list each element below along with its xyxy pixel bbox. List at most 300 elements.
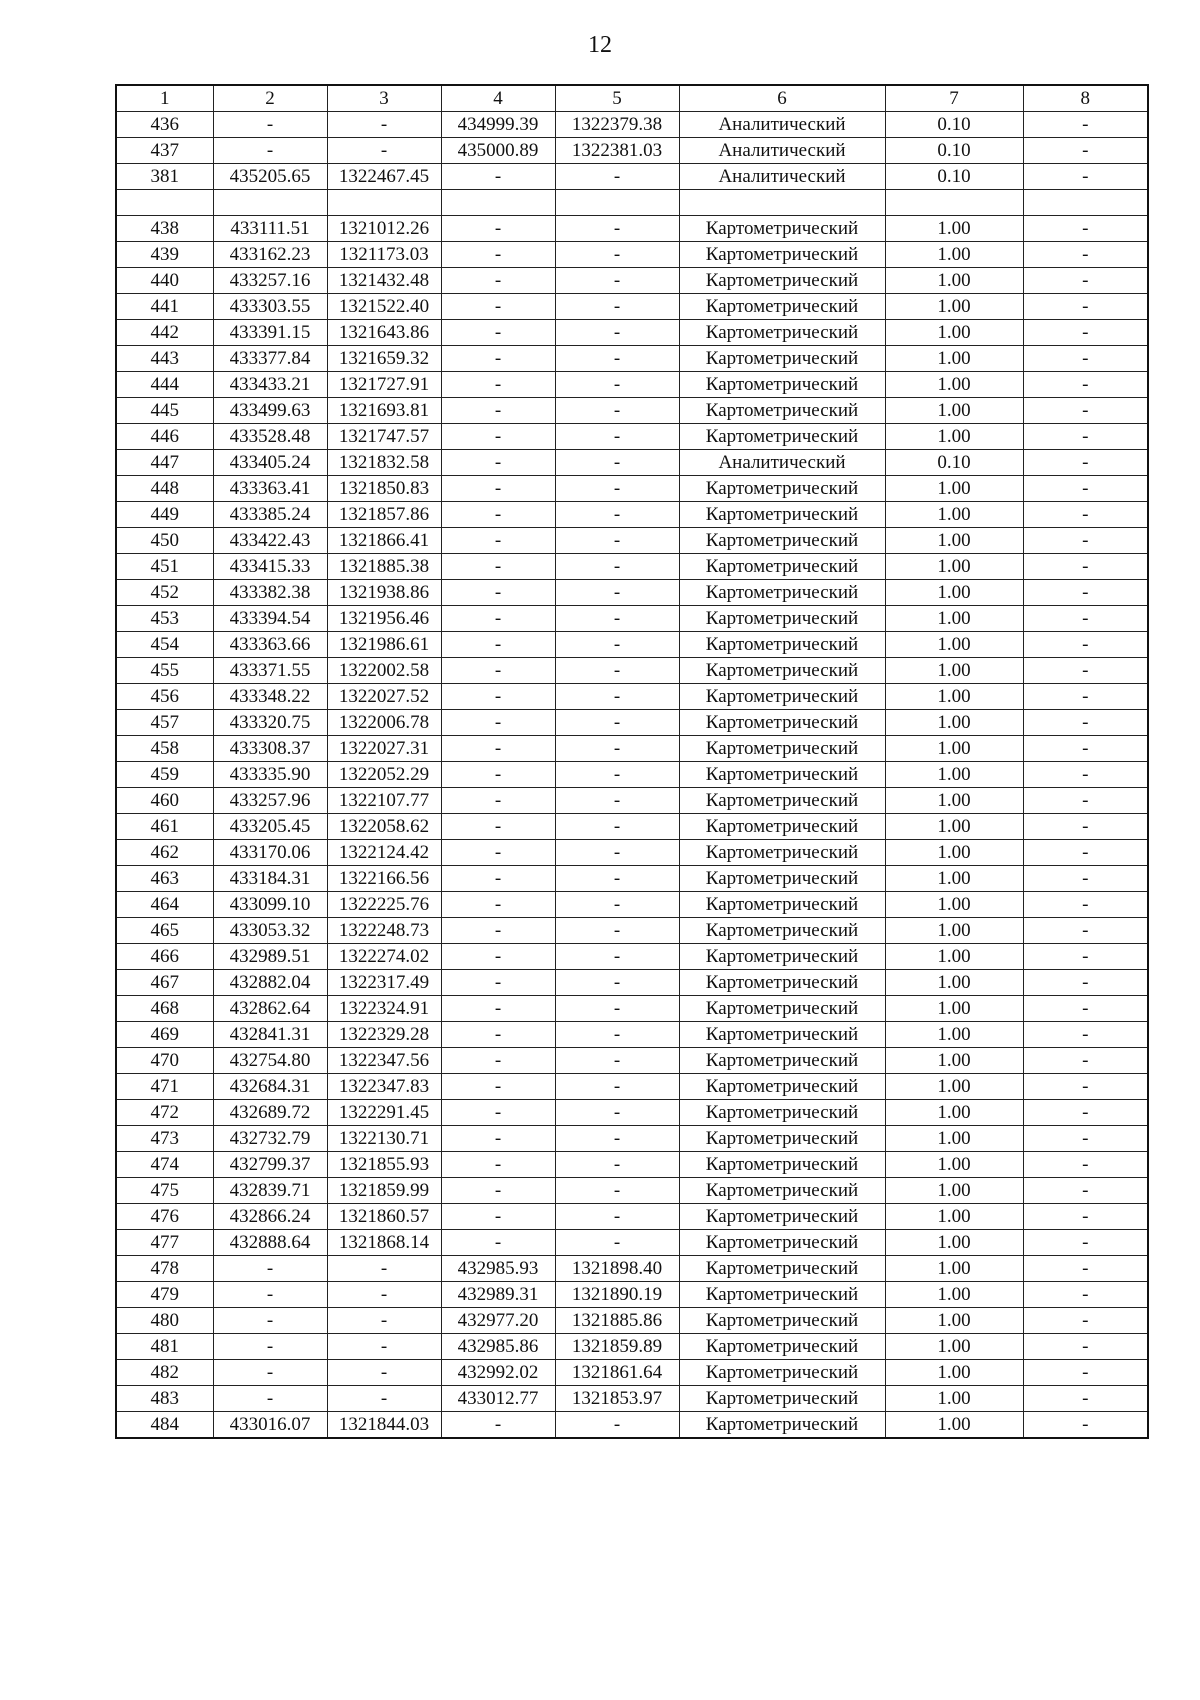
- method-cell: Картометрический: [679, 606, 885, 632]
- x-coord-new-cell: -: [441, 710, 555, 736]
- x-coord-cell: 433499.63: [213, 398, 327, 424]
- note-cell: -: [1023, 1386, 1148, 1412]
- accuracy-cell: 1.00: [885, 684, 1023, 710]
- table-row: [116, 268, 1148, 294]
- x-coord-cell: 432754.80: [213, 1048, 327, 1074]
- x-coord-cell: 432684.31: [213, 1074, 327, 1100]
- y-coord-new-cell: -: [555, 710, 679, 736]
- point-number-cell: 452: [116, 580, 213, 606]
- table-row: [116, 1204, 1148, 1230]
- table-row: [116, 892, 1148, 918]
- table-row: [116, 1256, 1148, 1282]
- point-number-cell: 473: [116, 1126, 213, 1152]
- y-coord-cell: 1322002.58: [327, 658, 441, 684]
- point-number-cell: 438: [116, 216, 213, 242]
- table-row: [116, 580, 1148, 606]
- method-cell: Картометрический: [679, 892, 885, 918]
- method-cell: Картометрический: [679, 268, 885, 294]
- x-coord-cell: 433257.16: [213, 268, 327, 294]
- table-row: [116, 866, 1148, 892]
- method-cell: Картометрический: [679, 710, 885, 736]
- method-cell: Картометрический: [679, 1386, 885, 1412]
- note-cell: -: [1023, 1022, 1148, 1048]
- x-coord-cell: 433433.21: [213, 372, 327, 398]
- x-coord-new-cell: -: [441, 1178, 555, 1204]
- method-cell: Картометрический: [679, 216, 885, 242]
- note-cell: -: [1023, 528, 1148, 554]
- y-coord-cell: 1321860.57: [327, 1204, 441, 1230]
- x-coord-cell: 433303.55: [213, 294, 327, 320]
- accuracy-cell: 1.00: [885, 1412, 1023, 1439]
- table-row: [116, 632, 1148, 658]
- method-cell: Картометрический: [679, 944, 885, 970]
- x-coord-new-cell: -: [441, 1412, 555, 1439]
- point-number-cell: 461: [116, 814, 213, 840]
- method-cell: Аналитический: [679, 112, 885, 138]
- x-coord-cell: 433363.66: [213, 632, 327, 658]
- method-cell: Картометрический: [679, 1308, 885, 1334]
- column-header-8: 8: [1023, 85, 1148, 112]
- y-coord-new-cell: -: [555, 216, 679, 242]
- accuracy-cell: 1.00: [885, 788, 1023, 814]
- y-coord-cell: 1322291.45: [327, 1100, 441, 1126]
- x-coord-cell: 435205.65: [213, 164, 327, 190]
- x-coord-cell: 432839.71: [213, 1178, 327, 1204]
- y-coord-cell: -: [327, 1386, 441, 1412]
- y-coord-new-cell: -: [555, 1412, 679, 1439]
- table-row: [116, 658, 1148, 684]
- accuracy-cell: 1.00: [885, 1386, 1023, 1412]
- x-coord-new-cell: 432985.93: [441, 1256, 555, 1282]
- y-coord-new-cell: -: [555, 424, 679, 450]
- note-cell: -: [1023, 320, 1148, 346]
- note-cell: -: [1023, 1204, 1148, 1230]
- y-coord-new-cell: -: [555, 1074, 679, 1100]
- y-coord-cell: 1322225.76: [327, 892, 441, 918]
- table-row: [116, 372, 1148, 398]
- table-row: [116, 1100, 1148, 1126]
- note-cell: -: [1023, 164, 1148, 190]
- table-row: [116, 736, 1148, 762]
- point-number-cell: 480: [116, 1308, 213, 1334]
- y-coord-new-cell: 1321853.97: [555, 1386, 679, 1412]
- y-coord-cell: 1321012.26: [327, 216, 441, 242]
- method-cell: Картометрический: [679, 398, 885, 424]
- x-coord-new-cell: -: [441, 1230, 555, 1256]
- y-coord-new-cell: -: [555, 970, 679, 996]
- point-number-cell: 440: [116, 268, 213, 294]
- table-row: [116, 528, 1148, 554]
- x-coord-new-cell: -: [441, 242, 555, 268]
- x-coord-new-cell: -: [441, 346, 555, 372]
- x-coord-cell: 433405.24: [213, 450, 327, 476]
- note-cell: -: [1023, 1360, 1148, 1386]
- x-coord-new-cell: -: [441, 814, 555, 840]
- x-coord-new-cell: 433012.77: [441, 1386, 555, 1412]
- x-coord-new-cell: -: [441, 736, 555, 762]
- y-coord-new-cell: [555, 190, 679, 216]
- note-cell: -: [1023, 346, 1148, 372]
- table-row: [116, 450, 1148, 476]
- point-number-cell: 448: [116, 476, 213, 502]
- x-coord-cell: 433184.31: [213, 866, 327, 892]
- x-coord-new-cell: [441, 190, 555, 216]
- point-number-cell: 465: [116, 918, 213, 944]
- note-cell: -: [1023, 710, 1148, 736]
- y-coord-cell: 1321173.03: [327, 242, 441, 268]
- method-cell: Картометрический: [679, 346, 885, 372]
- note-cell: -: [1023, 788, 1148, 814]
- x-coord-new-cell: -: [441, 970, 555, 996]
- method-cell: Картометрический: [679, 866, 885, 892]
- y-coord-new-cell: -: [555, 814, 679, 840]
- note-cell: -: [1023, 996, 1148, 1022]
- note-cell: -: [1023, 1256, 1148, 1282]
- y-coord-new-cell: 1321898.40: [555, 1256, 679, 1282]
- method-cell: Картометрический: [679, 476, 885, 502]
- y-coord-cell: [327, 190, 441, 216]
- x-coord-cell: 433363.41: [213, 476, 327, 502]
- accuracy-cell: 1.00: [885, 320, 1023, 346]
- column-header-6: 6: [679, 85, 885, 112]
- method-cell: Картометрический: [679, 632, 885, 658]
- table-row: [116, 164, 1148, 190]
- y-coord-new-cell: -: [555, 450, 679, 476]
- method-cell: Картометрический: [679, 424, 885, 450]
- accuracy-cell: 1.00: [885, 502, 1023, 528]
- x-coord-cell: 433394.54: [213, 606, 327, 632]
- method-cell: Картометрический: [679, 918, 885, 944]
- y-coord-cell: 1321857.86: [327, 502, 441, 528]
- method-cell: Картометрический: [679, 320, 885, 346]
- accuracy-cell: 1.00: [885, 580, 1023, 606]
- method-cell: Аналитический: [679, 138, 885, 164]
- point-number-cell: 469: [116, 1022, 213, 1048]
- method-cell: Картометрический: [679, 658, 885, 684]
- y-coord-cell: 1322006.78: [327, 710, 441, 736]
- table-row: [116, 996, 1148, 1022]
- y-coord-cell: 1321885.38: [327, 554, 441, 580]
- point-number-cell: 436: [116, 112, 213, 138]
- method-cell: Картометрический: [679, 1048, 885, 1074]
- accuracy-cell: 1.00: [885, 1126, 1023, 1152]
- column-header-2: 2: [213, 85, 327, 112]
- y-coord-new-cell: -: [555, 1230, 679, 1256]
- note-cell: -: [1023, 112, 1148, 138]
- point-number-cell: 455: [116, 658, 213, 684]
- accuracy-cell: 0.10: [885, 138, 1023, 164]
- table-row: [116, 1386, 1148, 1412]
- y-coord-new-cell: -: [555, 892, 679, 918]
- method-cell: Картометрический: [679, 1074, 885, 1100]
- x-coord-cell: 433385.24: [213, 502, 327, 528]
- x-coord-new-cell: -: [441, 684, 555, 710]
- note-cell: -: [1023, 1230, 1148, 1256]
- table-row: [116, 1178, 1148, 1204]
- table-row: [116, 918, 1148, 944]
- table-row: [116, 1308, 1148, 1334]
- point-number-cell: 437: [116, 138, 213, 164]
- x-coord-new-cell: -: [441, 1074, 555, 1100]
- method-cell: Картометрический: [679, 684, 885, 710]
- point-number-cell: 451: [116, 554, 213, 580]
- y-coord-cell: 1322107.77: [327, 788, 441, 814]
- note-cell: -: [1023, 1100, 1148, 1126]
- y-coord-new-cell: 1322381.03: [555, 138, 679, 164]
- point-number-cell: 471: [116, 1074, 213, 1100]
- table-row: [116, 606, 1148, 632]
- y-coord-new-cell: -: [555, 242, 679, 268]
- accuracy-cell: 1.00: [885, 1074, 1023, 1100]
- y-coord-new-cell: -: [555, 1178, 679, 1204]
- y-coord-cell: 1321747.57: [327, 424, 441, 450]
- note-cell: -: [1023, 944, 1148, 970]
- x-coord-cell: 432689.72: [213, 1100, 327, 1126]
- note-cell: -: [1023, 1308, 1148, 1334]
- method-cell: Картометрический: [679, 996, 885, 1022]
- point-number-cell: 478: [116, 1256, 213, 1282]
- x-coord-cell: 433335.90: [213, 762, 327, 788]
- method-cell: Картометрический: [679, 1282, 885, 1308]
- method-cell: Картометрический: [679, 970, 885, 996]
- x-coord-cell: 433348.22: [213, 684, 327, 710]
- x-coord-cell: 432841.31: [213, 1022, 327, 1048]
- x-coord-new-cell: -: [441, 658, 555, 684]
- point-number-cell: 445: [116, 398, 213, 424]
- x-coord-new-cell: -: [441, 294, 555, 320]
- point-number-cell: 472: [116, 1100, 213, 1126]
- y-coord-new-cell: -: [555, 502, 679, 528]
- accuracy-cell: 1.00: [885, 1334, 1023, 1360]
- x-coord-new-cell: -: [441, 892, 555, 918]
- y-coord-cell: 1322317.49: [327, 970, 441, 996]
- x-coord-new-cell: -: [441, 762, 555, 788]
- x-coord-cell: 433257.96: [213, 788, 327, 814]
- table-row: [116, 190, 1148, 216]
- y-coord-cell: 1321866.41: [327, 528, 441, 554]
- table-row: [116, 840, 1148, 866]
- accuracy-cell: 1.00: [885, 658, 1023, 684]
- accuracy-cell: 1.00: [885, 866, 1023, 892]
- x-coord-cell: -: [213, 1360, 327, 1386]
- y-coord-cell: -: [327, 1256, 441, 1282]
- point-number-cell: [116, 190, 213, 216]
- method-cell: Картометрический: [679, 1360, 885, 1386]
- point-number-cell: 464: [116, 892, 213, 918]
- note-cell: -: [1023, 1178, 1148, 1204]
- y-coord-new-cell: -: [555, 554, 679, 580]
- note-cell: -: [1023, 814, 1148, 840]
- x-coord-new-cell: -: [441, 268, 555, 294]
- y-coord-new-cell: -: [555, 918, 679, 944]
- y-coord-new-cell: -: [555, 606, 679, 632]
- table-row: [116, 710, 1148, 736]
- y-coord-new-cell: -: [555, 762, 679, 788]
- y-coord-cell: 1322124.42: [327, 840, 441, 866]
- y-coord-new-cell: -: [555, 1022, 679, 1048]
- y-coord-new-cell: -: [555, 944, 679, 970]
- table-row: [116, 476, 1148, 502]
- x-coord-cell: 433205.45: [213, 814, 327, 840]
- method-cell: Картометрический: [679, 554, 885, 580]
- y-coord-cell: 1321855.93: [327, 1152, 441, 1178]
- table-row: [116, 138, 1148, 164]
- note-cell: -: [1023, 1334, 1148, 1360]
- method-cell: Картометрический: [679, 762, 885, 788]
- x-coord-new-cell: -: [441, 164, 555, 190]
- point-number-cell: 441: [116, 294, 213, 320]
- table-row: [116, 320, 1148, 346]
- method-cell: Картометрический: [679, 1230, 885, 1256]
- point-number-cell: 477: [116, 1230, 213, 1256]
- point-number-cell: 466: [116, 944, 213, 970]
- accuracy-cell: 1.00: [885, 736, 1023, 762]
- y-coord-cell: 1322467.45: [327, 164, 441, 190]
- point-number-cell: 463: [116, 866, 213, 892]
- note-cell: [1023, 190, 1148, 216]
- method-cell: Картометрический: [679, 1178, 885, 1204]
- y-coord-cell: 1322347.83: [327, 1074, 441, 1100]
- y-coord-new-cell: -: [555, 840, 679, 866]
- table-row: [116, 1230, 1148, 1256]
- x-coord-cell: -: [213, 1386, 327, 1412]
- y-coord-new-cell: -: [555, 294, 679, 320]
- accuracy-cell: 1.00: [885, 242, 1023, 268]
- x-coord-new-cell: 432977.20: [441, 1308, 555, 1334]
- note-cell: -: [1023, 138, 1148, 164]
- note-cell: -: [1023, 606, 1148, 632]
- accuracy-cell: 0.10: [885, 112, 1023, 138]
- x-coord-new-cell: -: [441, 424, 555, 450]
- point-number-cell: 444: [116, 372, 213, 398]
- coordinates-table: [115, 84, 1149, 1439]
- x-coord-new-cell: -: [441, 840, 555, 866]
- y-coord-cell: 1322058.62: [327, 814, 441, 840]
- y-coord-cell: 1322248.73: [327, 918, 441, 944]
- table-row: [116, 216, 1148, 242]
- accuracy-cell: 1.00: [885, 1022, 1023, 1048]
- x-coord-cell: 433528.48: [213, 424, 327, 450]
- table-row: [116, 242, 1148, 268]
- accuracy-cell: 1.00: [885, 632, 1023, 658]
- accuracy-cell: 1.00: [885, 1308, 1023, 1334]
- x-coord-cell: -: [213, 1308, 327, 1334]
- point-number-cell: 483: [116, 1386, 213, 1412]
- method-cell: Картометрический: [679, 580, 885, 606]
- x-coord-new-cell: -: [441, 788, 555, 814]
- y-coord-cell: -: [327, 1360, 441, 1386]
- x-coord-new-cell: -: [441, 320, 555, 346]
- accuracy-cell: 1.00: [885, 294, 1023, 320]
- note-cell: -: [1023, 502, 1148, 528]
- x-coord-new-cell: 432992.02: [441, 1360, 555, 1386]
- x-coord-new-cell: -: [441, 996, 555, 1022]
- point-number-cell: 447: [116, 450, 213, 476]
- x-coord-cell: 432882.04: [213, 970, 327, 996]
- accuracy-cell: 1.00: [885, 1204, 1023, 1230]
- point-number-cell: 446: [116, 424, 213, 450]
- note-cell: -: [1023, 684, 1148, 710]
- y-coord-new-cell: -: [555, 346, 679, 372]
- accuracy-cell: 1.00: [885, 268, 1023, 294]
- accuracy-cell: 1.00: [885, 1100, 1023, 1126]
- y-coord-cell: 1321693.81: [327, 398, 441, 424]
- accuracy-cell: 1.00: [885, 1152, 1023, 1178]
- accuracy-cell: 1.00: [885, 814, 1023, 840]
- column-header-4: 4: [441, 85, 555, 112]
- point-number-cell: 475: [116, 1178, 213, 1204]
- x-coord-new-cell: 435000.89: [441, 138, 555, 164]
- note-cell: -: [1023, 424, 1148, 450]
- accuracy-cell: 1.00: [885, 762, 1023, 788]
- note-cell: -: [1023, 1412, 1148, 1439]
- x-coord-cell: 433391.15: [213, 320, 327, 346]
- y-coord-cell: 1321643.86: [327, 320, 441, 346]
- column-header-5: 5: [555, 85, 679, 112]
- x-coord-new-cell: -: [441, 632, 555, 658]
- point-number-cell: 482: [116, 1360, 213, 1386]
- x-coord-new-cell: -: [441, 918, 555, 944]
- x-coord-cell: 432866.24: [213, 1204, 327, 1230]
- table-row: [116, 1152, 1148, 1178]
- note-cell: -: [1023, 450, 1148, 476]
- note-cell: -: [1023, 268, 1148, 294]
- accuracy-cell: 1.00: [885, 1256, 1023, 1282]
- y-coord-new-cell: -: [555, 736, 679, 762]
- x-coord-new-cell: -: [441, 502, 555, 528]
- y-coord-new-cell: -: [555, 996, 679, 1022]
- x-coord-cell: 433371.55: [213, 658, 327, 684]
- note-cell: -: [1023, 476, 1148, 502]
- y-coord-cell: 1321659.32: [327, 346, 441, 372]
- table-row: [116, 1022, 1148, 1048]
- y-coord-cell: 1321832.58: [327, 450, 441, 476]
- x-coord-cell: 432732.79: [213, 1126, 327, 1152]
- table-row: [116, 1412, 1148, 1439]
- x-coord-cell: 433382.38: [213, 580, 327, 606]
- x-coord-cell: 433422.43: [213, 528, 327, 554]
- method-cell: Картометрический: [679, 1100, 885, 1126]
- note-cell: -: [1023, 970, 1148, 996]
- method-cell: Картометрический: [679, 1412, 885, 1439]
- x-coord-new-cell: 432989.31: [441, 1282, 555, 1308]
- note-cell: -: [1023, 216, 1148, 242]
- method-cell: Картометрический: [679, 372, 885, 398]
- accuracy-cell: 1.00: [885, 346, 1023, 372]
- table-body: [116, 112, 1148, 1439]
- x-coord-cell: 432862.64: [213, 996, 327, 1022]
- note-cell: -: [1023, 866, 1148, 892]
- table-row: [116, 1074, 1148, 1100]
- table-row: [116, 970, 1148, 996]
- method-cell: Картометрический: [679, 1256, 885, 1282]
- note-cell: -: [1023, 242, 1148, 268]
- note-cell: -: [1023, 840, 1148, 866]
- x-coord-cell: -: [213, 1334, 327, 1360]
- accuracy-cell: 1.00: [885, 606, 1023, 632]
- page-number: 12: [588, 32, 612, 58]
- point-number-cell: 470: [116, 1048, 213, 1074]
- x-coord-new-cell: -: [441, 1048, 555, 1074]
- accuracy-cell: 1.00: [885, 944, 1023, 970]
- x-coord-new-cell: -: [441, 398, 555, 424]
- x-coord-cell: 433016.07: [213, 1412, 327, 1439]
- point-number-cell: 449: [116, 502, 213, 528]
- table-row: [116, 1048, 1148, 1074]
- column-header-1: 1: [116, 85, 213, 112]
- y-coord-cell: -: [327, 1282, 441, 1308]
- x-coord-new-cell: 432985.86: [441, 1334, 555, 1360]
